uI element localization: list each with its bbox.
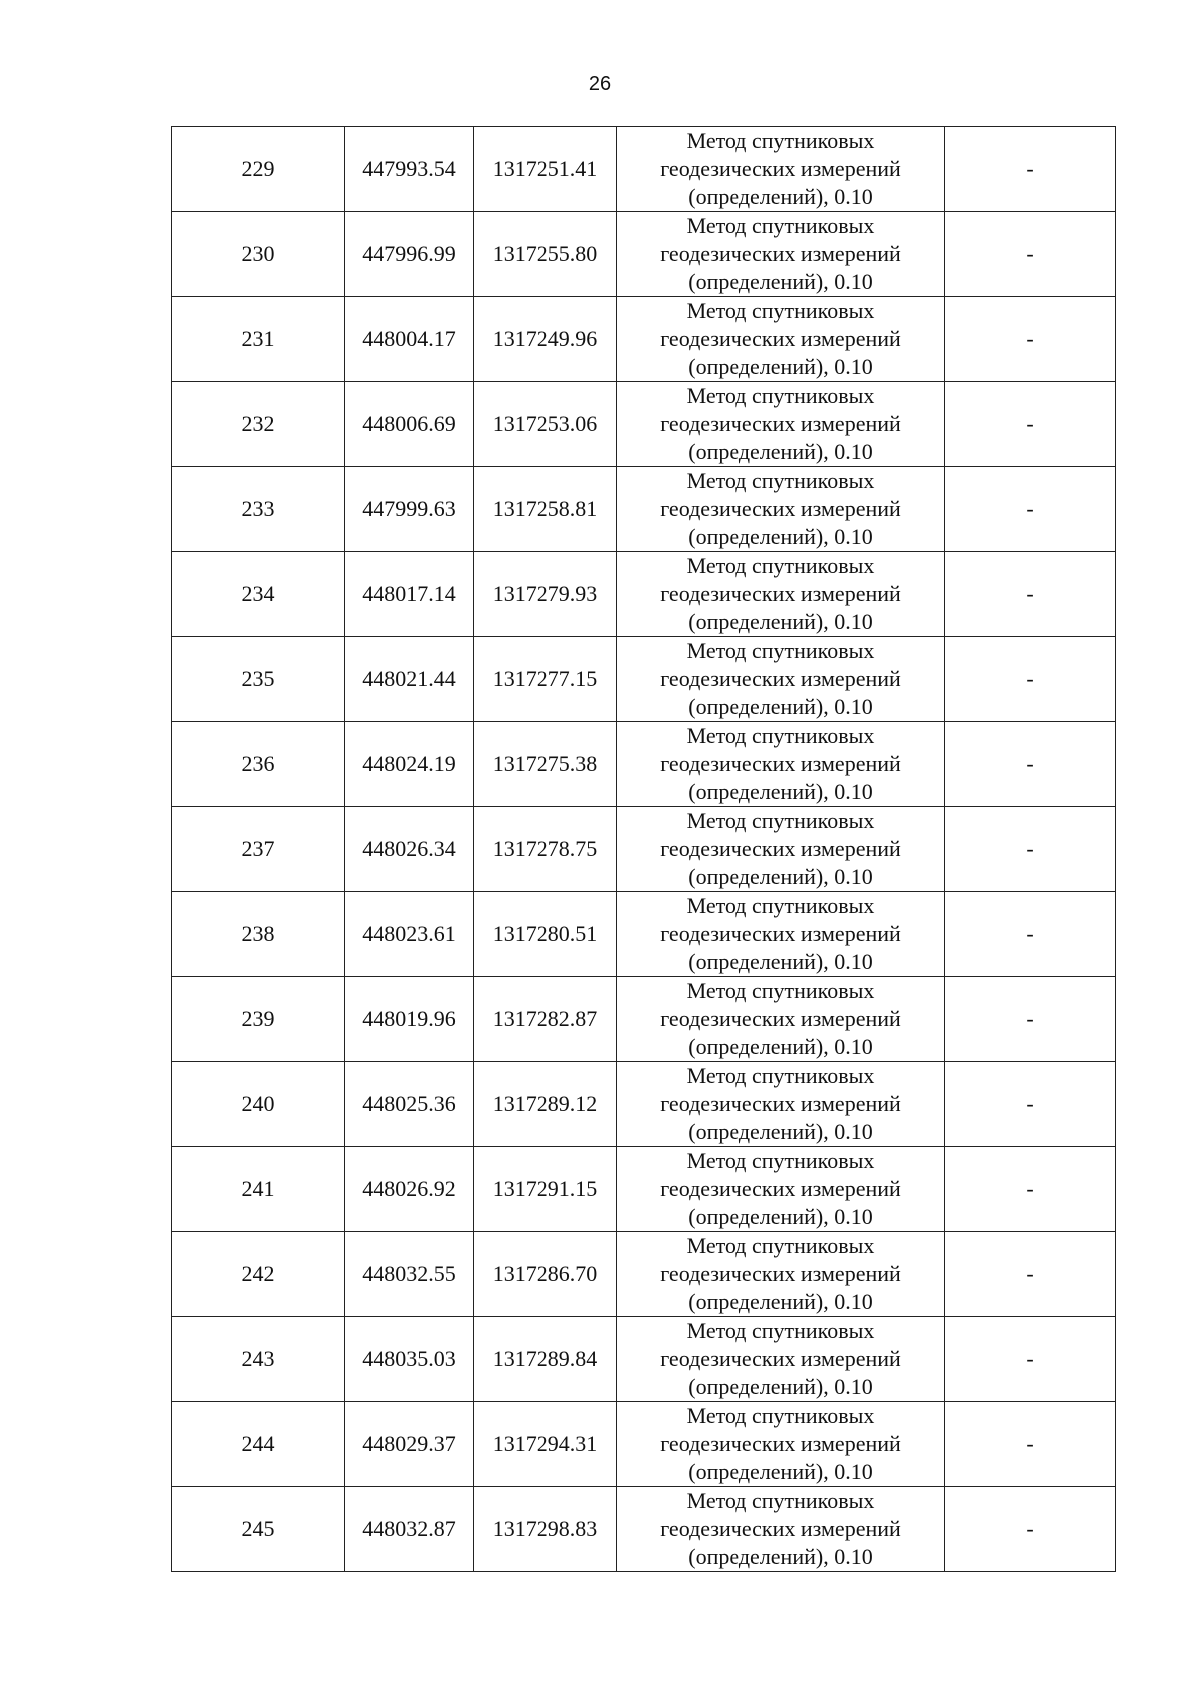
table-row bbox=[172, 722, 1116, 807]
method-cell bbox=[617, 1062, 945, 1147]
method-text: Метод спутниковых геодезических измерений (определений), 0.10 bbox=[660, 468, 901, 549]
method-cell bbox=[617, 382, 945, 467]
description-cell: - bbox=[945, 127, 1116, 212]
table-row bbox=[172, 1402, 1116, 1487]
y-coordinate-cell: 1317282.87 bbox=[474, 977, 617, 1062]
description-cell: - bbox=[945, 1232, 1116, 1317]
method-text: Метод спутниковых геодезических измерений (определений), 0.10 bbox=[660, 553, 901, 634]
y-coordinate-cell: 1317289.12 bbox=[474, 1062, 617, 1147]
method-cell bbox=[617, 1317, 945, 1402]
coordinates-table-body bbox=[172, 127, 1116, 1572]
y-coordinate-cell: 1317280.51 bbox=[474, 892, 617, 977]
point-number-cell: 245 bbox=[172, 1487, 345, 1572]
method-cell bbox=[617, 1402, 945, 1487]
table-row bbox=[172, 552, 1116, 637]
table-row bbox=[172, 1317, 1116, 1402]
table-row bbox=[172, 1062, 1116, 1147]
method-cell bbox=[617, 637, 945, 722]
description-cell: - bbox=[945, 1402, 1116, 1487]
y-coordinate-cell: 1317258.81 bbox=[474, 467, 617, 552]
y-coordinate-cell: 1317251.41 bbox=[474, 127, 617, 212]
method-text: Метод спутниковых геодезических измерений (определений), 0.10 bbox=[660, 1063, 901, 1144]
y-coordinate-cell: 1317294.31 bbox=[474, 1402, 617, 1487]
table-row bbox=[172, 467, 1116, 552]
method-text: Метод спутниковых геодезических измерений (определений), 0.10 bbox=[660, 213, 901, 294]
description-cell: - bbox=[945, 297, 1116, 382]
method-text: Метод спутниковых геодезических измерений (определений), 0.10 bbox=[660, 808, 901, 889]
description-cell: - bbox=[945, 1147, 1116, 1232]
y-coordinate-cell: 1317289.84 bbox=[474, 1317, 617, 1402]
table-row bbox=[172, 977, 1116, 1062]
point-number-cell: 239 bbox=[172, 977, 345, 1062]
y-coordinate-cell: 1317279.93 bbox=[474, 552, 617, 637]
method-cell bbox=[617, 127, 945, 212]
x-coordinate-cell: 447993.54 bbox=[345, 127, 474, 212]
table-row bbox=[172, 1232, 1116, 1317]
point-number-cell: 240 bbox=[172, 1062, 345, 1147]
x-coordinate-cell: 448017.14 bbox=[345, 552, 474, 637]
description-cell: - bbox=[945, 637, 1116, 722]
description-cell: - bbox=[945, 552, 1116, 637]
coordinates-table bbox=[171, 126, 1116, 1572]
method-text: Метод спутниковых геодезических измерений (определений), 0.10 bbox=[660, 128, 901, 209]
x-coordinate-cell: 448032.87 bbox=[345, 1487, 474, 1572]
table-row bbox=[172, 637, 1116, 722]
y-coordinate-cell: 1317298.83 bbox=[474, 1487, 617, 1572]
method-text: Метод спутниковых геодезических измерений (определений), 0.10 bbox=[660, 638, 901, 719]
table-row bbox=[172, 807, 1116, 892]
method-text: Метод спутниковых геодезических измерений (определений), 0.10 bbox=[660, 893, 901, 974]
table-row bbox=[172, 212, 1116, 297]
x-coordinate-cell: 448035.03 bbox=[345, 1317, 474, 1402]
x-coordinate-cell: 448023.61 bbox=[345, 892, 474, 977]
x-coordinate-cell: 448029.37 bbox=[345, 1402, 474, 1487]
description-cell: - bbox=[945, 1317, 1116, 1402]
table-row bbox=[172, 297, 1116, 382]
x-coordinate-cell: 448021.44 bbox=[345, 637, 474, 722]
description-cell: - bbox=[945, 1487, 1116, 1572]
description-cell: - bbox=[945, 467, 1116, 552]
point-number-cell: 229 bbox=[172, 127, 345, 212]
y-coordinate-cell: 1317277.15 bbox=[474, 637, 617, 722]
description-cell: - bbox=[945, 977, 1116, 1062]
point-number-cell: 235 bbox=[172, 637, 345, 722]
x-coordinate-cell: 447996.99 bbox=[345, 212, 474, 297]
method-cell bbox=[617, 212, 945, 297]
method-cell bbox=[617, 722, 945, 807]
method-cell bbox=[617, 1147, 945, 1232]
point-number-cell: 244 bbox=[172, 1402, 345, 1487]
point-number-cell: 233 bbox=[172, 467, 345, 552]
point-number-cell: 236 bbox=[172, 722, 345, 807]
table-row bbox=[172, 1147, 1116, 1232]
table-row bbox=[172, 382, 1116, 467]
x-coordinate-cell: 448026.92 bbox=[345, 1147, 474, 1232]
method-cell bbox=[617, 552, 945, 637]
y-coordinate-cell: 1317249.96 bbox=[474, 297, 617, 382]
point-number-cell: 241 bbox=[172, 1147, 345, 1232]
method-cell bbox=[617, 977, 945, 1062]
y-coordinate-cell: 1317278.75 bbox=[474, 807, 617, 892]
method-cell bbox=[617, 467, 945, 552]
point-number-cell: 243 bbox=[172, 1317, 345, 1402]
point-number-cell: 232 bbox=[172, 382, 345, 467]
y-coordinate-cell: 1317286.70 bbox=[474, 1232, 617, 1317]
description-cell: - bbox=[945, 382, 1116, 467]
x-coordinate-cell: 448024.19 bbox=[345, 722, 474, 807]
method-cell bbox=[617, 1232, 945, 1317]
x-coordinate-cell: 448019.96 bbox=[345, 977, 474, 1062]
method-cell bbox=[617, 1487, 945, 1572]
table-row bbox=[172, 127, 1116, 212]
method-cell bbox=[617, 892, 945, 977]
table-row bbox=[172, 892, 1116, 977]
point-number-cell: 230 bbox=[172, 212, 345, 297]
method-text: Метод спутниковых геодезических измерений (определений), 0.10 bbox=[660, 1233, 901, 1314]
description-cell: - bbox=[945, 1062, 1116, 1147]
table-row bbox=[172, 1487, 1116, 1572]
x-coordinate-cell: 448004.17 bbox=[345, 297, 474, 382]
y-coordinate-cell: 1317291.15 bbox=[474, 1147, 617, 1232]
point-number-cell: 234 bbox=[172, 552, 345, 637]
description-cell: - bbox=[945, 807, 1116, 892]
method-text: Метод спутниковых геодезических измерений (определений), 0.10 bbox=[660, 1403, 901, 1484]
description-cell: - bbox=[945, 892, 1116, 977]
x-coordinate-cell: 447999.63 bbox=[345, 467, 474, 552]
y-coordinate-cell: 1317275.38 bbox=[474, 722, 617, 807]
y-coordinate-cell: 1317253.06 bbox=[474, 382, 617, 467]
x-coordinate-cell: 448025.36 bbox=[345, 1062, 474, 1147]
x-coordinate-cell: 448026.34 bbox=[345, 807, 474, 892]
method-text: Метод спутниковых геодезических измерений (определений), 0.10 bbox=[660, 383, 901, 464]
x-coordinate-cell: 448006.69 bbox=[345, 382, 474, 467]
description-cell: - bbox=[945, 722, 1116, 807]
x-coordinate-cell: 448032.55 bbox=[345, 1232, 474, 1317]
method-text: Метод спутниковых геодезических измерений (определений), 0.10 bbox=[660, 298, 901, 379]
method-text: Метод спутниковых геодезических измерений (определений), 0.10 bbox=[660, 1488, 901, 1569]
method-text: Метод спутниковых геодезических измерений (определений), 0.10 bbox=[660, 978, 901, 1059]
point-number-cell: 242 bbox=[172, 1232, 345, 1317]
point-number-cell: 231 bbox=[172, 297, 345, 382]
method-cell bbox=[617, 297, 945, 382]
method-text: Метод спутниковых геодезических измерений (определений), 0.10 bbox=[660, 1318, 901, 1399]
y-coordinate-cell: 1317255.80 bbox=[474, 212, 617, 297]
method-text: Метод спутниковых геодезических измерений (определений), 0.10 bbox=[660, 723, 901, 804]
page-number: 26 bbox=[588, 73, 612, 95]
point-number-cell: 237 bbox=[172, 807, 345, 892]
description-cell: - bbox=[945, 212, 1116, 297]
point-number-cell: 238 bbox=[172, 892, 345, 977]
method-text: Метод спутниковых геодезических измерений (определений), 0.10 bbox=[660, 1148, 901, 1229]
method-cell bbox=[617, 807, 945, 892]
